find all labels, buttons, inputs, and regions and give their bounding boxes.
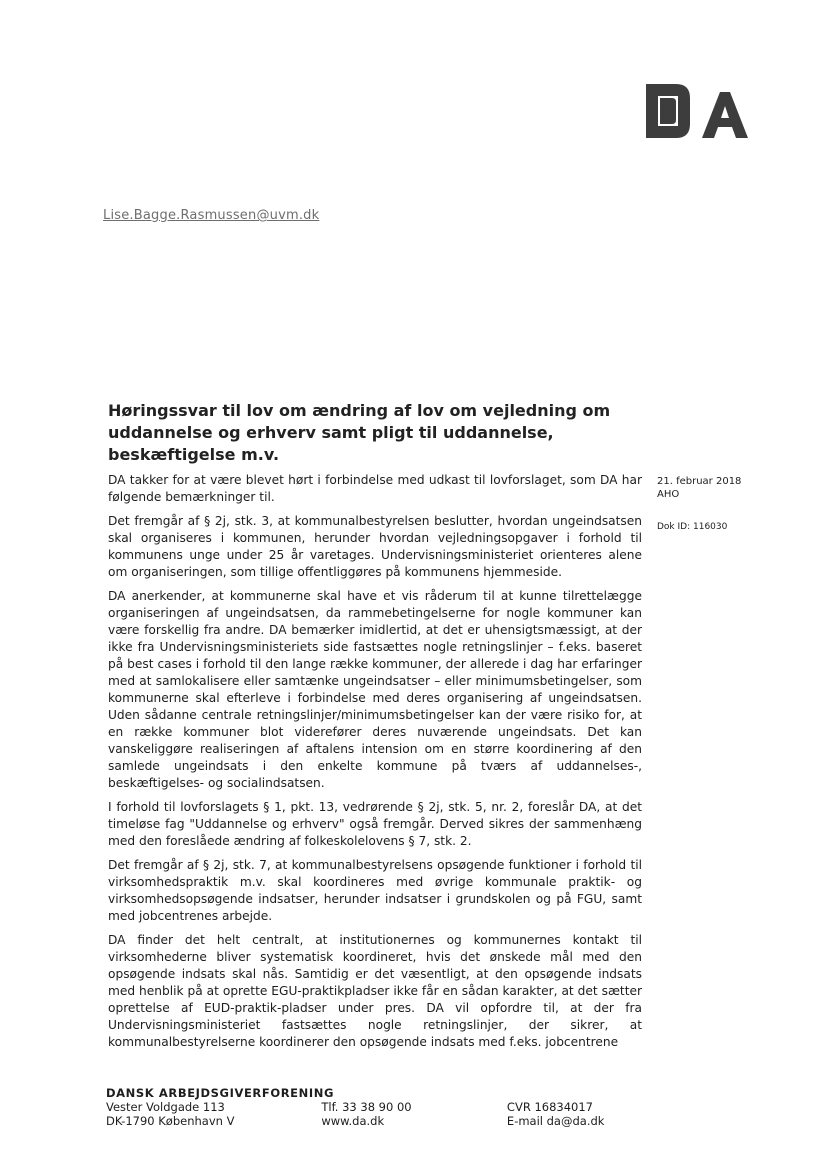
paragraph: Det fremgår af § 2j, stk. 3, at kommunalbestyrelsen beslutter, hvordan ungeindsatsen skal organiseres i kommunen, herunder hvordan vejledningsopgaver i forhold til kommunens unge under 25 år varetages. Undervisningsministeriet orienteres alene om organiseringen, som tillige offentliggøres på kommunens hjemmeside. [108, 514, 642, 579]
paragraph: DA finder det helt centralt, at institutionernes og kommunernes kontakt til virksomhederne bliver systematisk koordineret, hvis det ønskede mål med den opsøgende indsats skal nås. Samtidig er det væsentligt, at den opsøgende indsats med henblik på at oprette EGU-praktikpladser ikke får en sådan karakter, at det sætter oprettelse af EUD-praktik-pladser under pres. DA vil opfordre til, at der fra Undervisningsministeriet fastsættes nogle retningslinjer, der sikrer, at kommunalbestyrelserne koordinerer den opsøgende indsats med f.eks. jobcentrene [108, 933, 642, 1049]
paragraph: Det fremgår af § 2j, stk. 7, at kommunalbestyrelsens opsøgende funktioner i forhold til virksomhedspraktik m.v. skal koordineres med øvrige kommunale praktik- og virksomhedsopsøgende indsatser, herunder indsatser i grundskolen og på FGU, samt med jobcentrenes arbejde. [108, 858, 642, 923]
letterhead-footer [106, 1086, 626, 1128]
phone-number: Tlf. 33 38 90 00 [321, 1100, 412, 1114]
paragraph: DA anerkender, at kommunerne skal have et vis råderum til at kunne tilrettelægge organiseringen af ungeindsatsen, da rammebetingelserne for nogle kommuner kan være forskellig fra andre. DA bemærker imidlertid, at det er uhensigtsmæssigt, at der ikke fra Undervisningsministeriets side fastsættes nogle retningslinjer – f.eks. baseret på best cases i forhold til den lange række kommuner, der allerede i dag har erfaringer med at samlokalisere eller samtænke ungeindsatser – eller minimumsbetingelser, som kommunerne skal efterleve i forbindelse med deres organisering af ungeindsatsen. Uden sådanne centrale retningslinjer/minimumsbetingelser kan der være risiko for, at en række kommuner blot viderefører deres nuværende ungeindsats. Det kan vanskeliggøre realiseringen af aftalens intension om en større koordinering af den samlede ungeindsats i den enkelte kommune på tværs af uddannelses-, beskæftigelses- og socialindsatsen. [108, 589, 642, 790]
organization-name: DANSK ARBEJDSGIVERFORENING [106, 1086, 334, 1100]
contact-email[interactable]: E-mail da@da.dk [506, 1114, 605, 1128]
cvr-number: CVR 16834017 [506, 1100, 593, 1114]
document-meta [657, 475, 741, 534]
address-line-2: DK-1790 København V [106, 1114, 235, 1128]
document-date: 21. februar 2018 [657, 476, 742, 487]
paragraph: DA takker for at være blevet hørt i forbindelse med udkast til lovforslaget, som DA har følgende bemærkninger til. [108, 473, 642, 504]
da-logo [646, 84, 754, 138]
paragraph: I forhold til lovforslagets § 1, pkt. 13, vedrørende § 2j, stk. 5, nr. 2, foreslår DA, at det timeløse fag "Uddannelse og erhverv" også fremgår. Derved sikres der sammenhæng med den foreslåede ændring af folkeskolelovens § 7, stk. 2. [108, 800, 642, 848]
website-link[interactable]: www.da.dk [321, 1114, 385, 1128]
recipient-email[interactable]: Lise.Bagge.Rasmussen@uvm.dk [103, 208, 320, 223]
document-title: Høringssvar til lov om ændring af lov om vejledning om uddannelse og erhverv samt pligt til uddannelse, beskæftigelse m.v. [108, 401, 611, 464]
document-id: Dok ID: 116030 [657, 522, 728, 532]
address-line-1: Vester Voldgade 113 [106, 1100, 225, 1114]
da-logo-mark [646, 84, 754, 138]
author-initials: AHO [657, 489, 680, 500]
document-body [108, 472, 642, 1058]
